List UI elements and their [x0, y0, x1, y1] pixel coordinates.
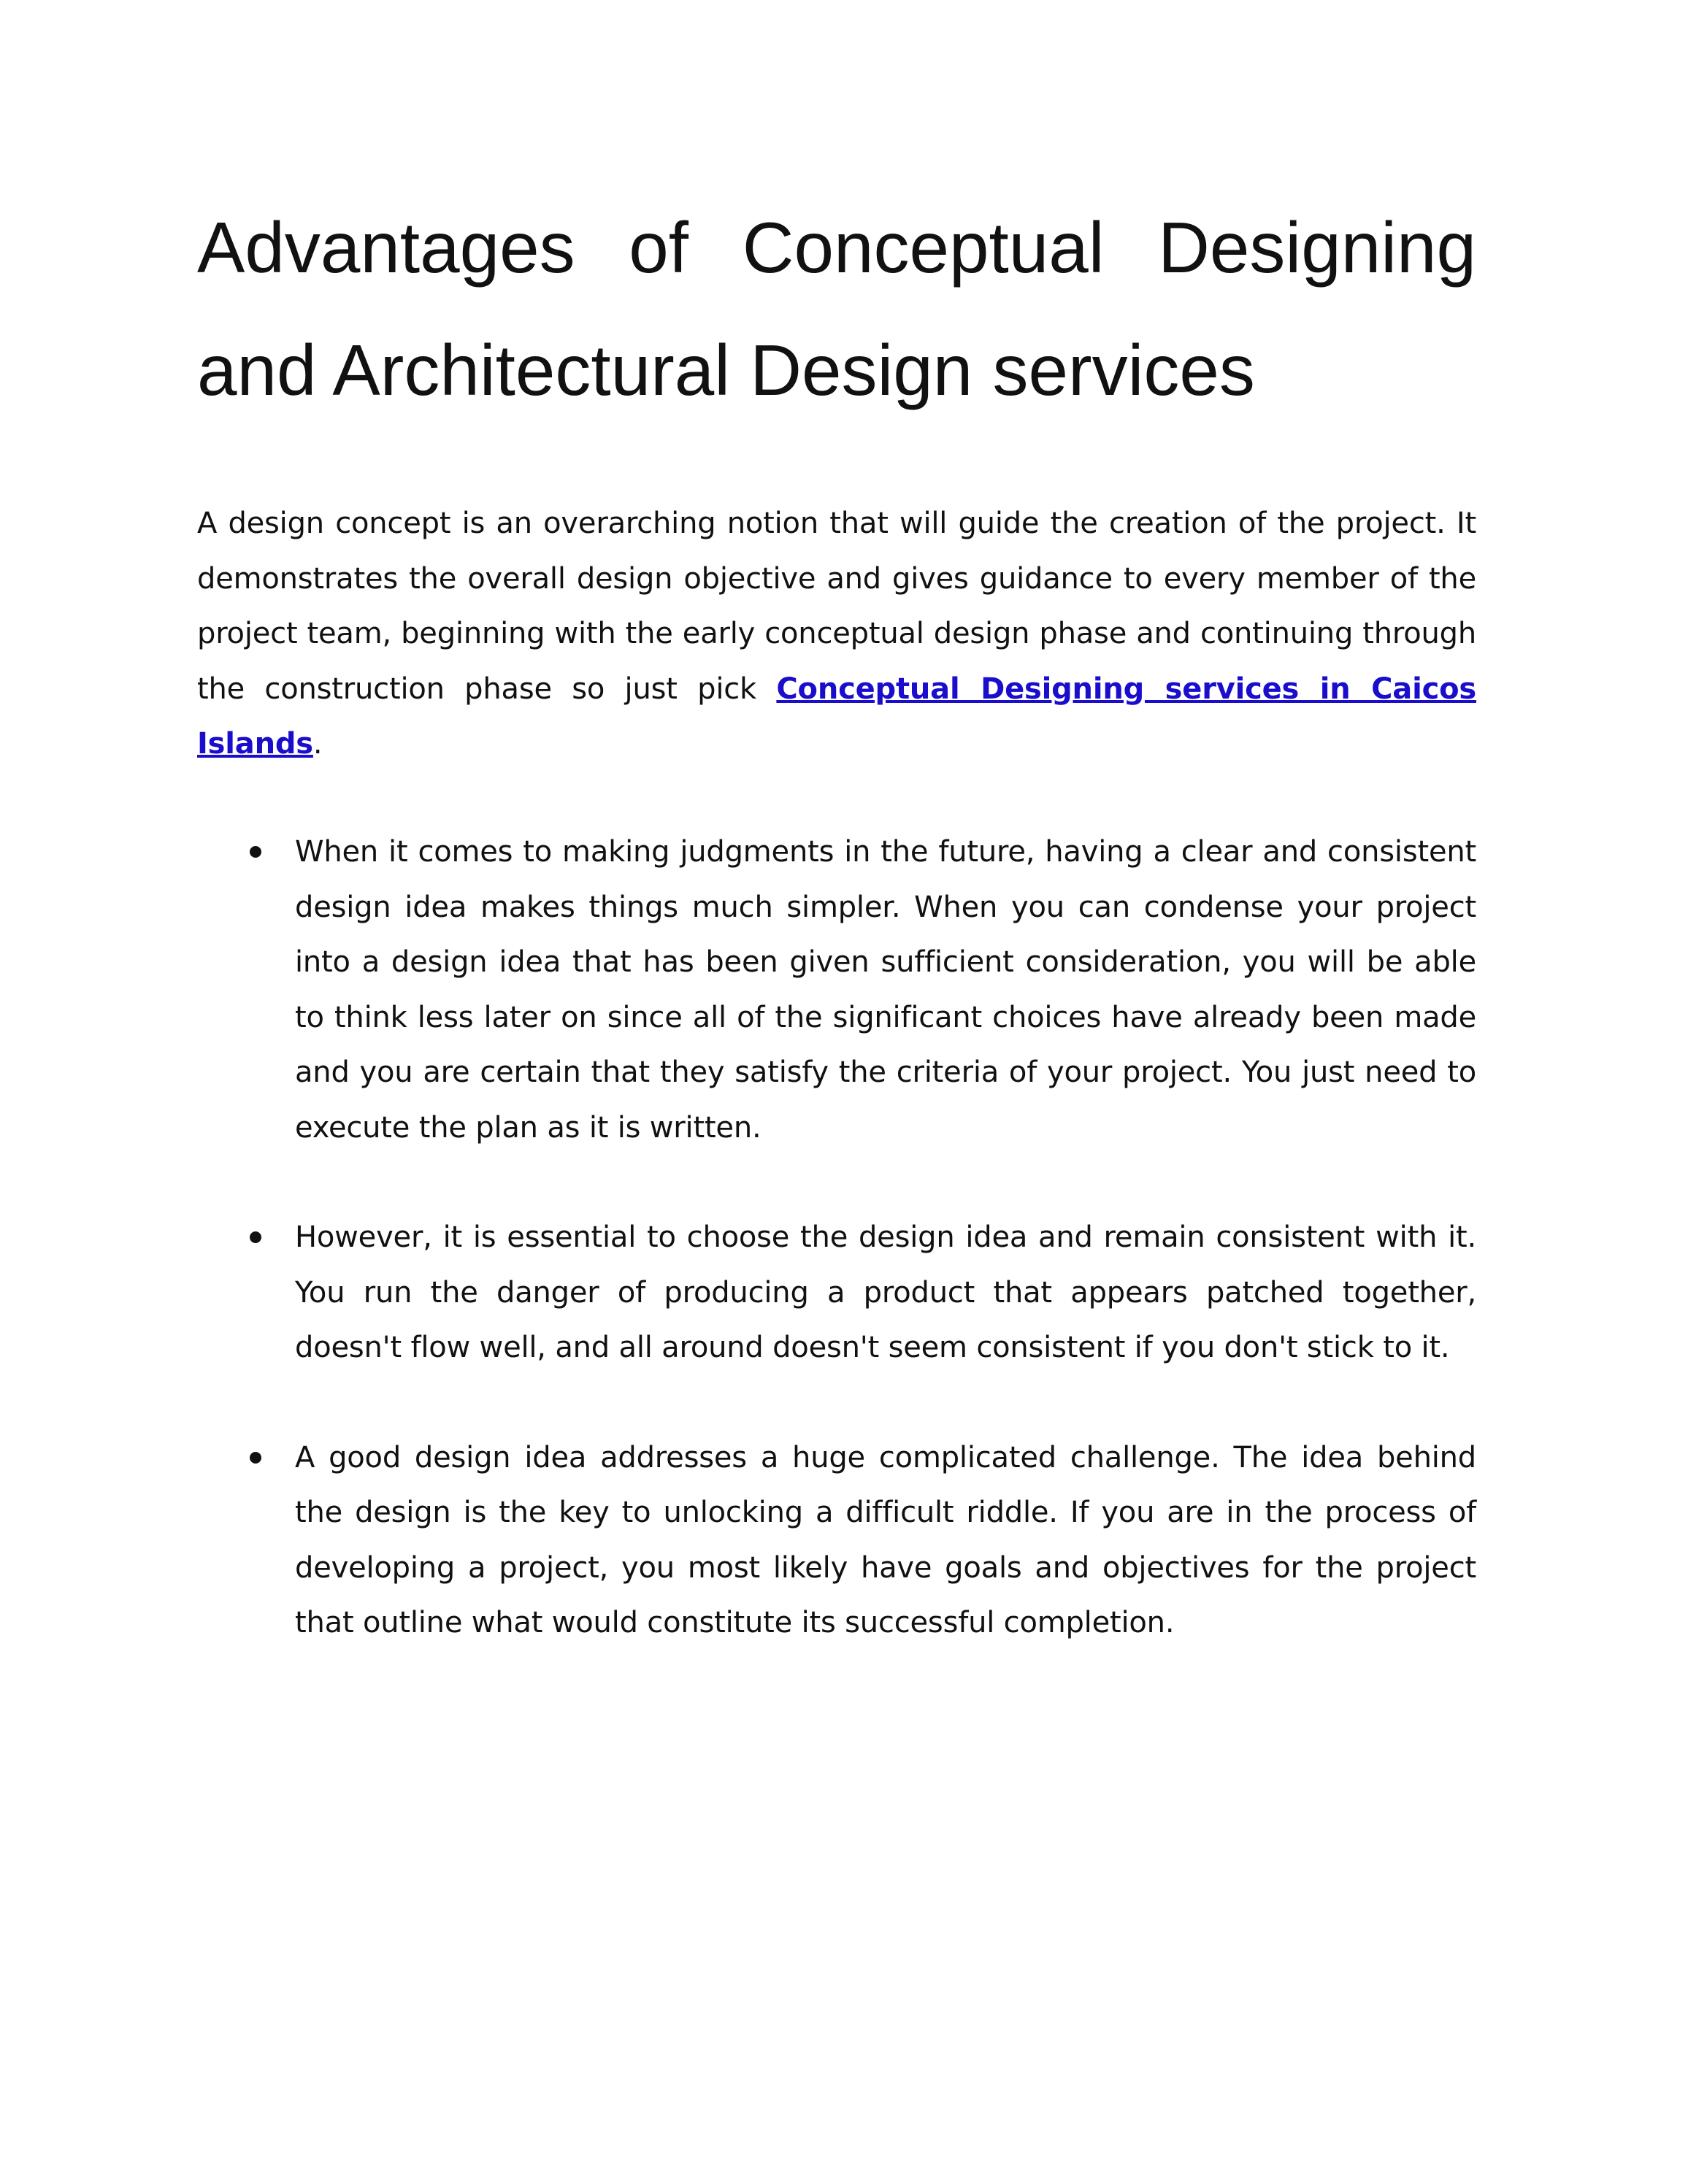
bullet-icon — [250, 1452, 261, 1464]
title-line-1: Advantages of Conceptual Designing — [197, 207, 1476, 288]
list-item — [197, 825, 1476, 1156]
title-line-2: and Architectural Design services — [197, 330, 1255, 410]
list-item-text: When it comes to making judgments in the future, having a clear and consistent design idea makes things much simpler. When you can condense your project into a design idea that has been given sufficient consideration, you will be able to think less later on since all of the significant choices have already been made and you are certain that they satisfy the criteria of your project. You just need to execute the plan as it is written. — [295, 835, 1476, 1145]
intro-text: A design concept is an overarching notion that will guide the creation of the project. It demonstrates the overall design objective and gives guidance to every member of the project team, beginning with the early conceptual design phase and continuing through the construction phase so just pick — [197, 507, 1476, 706]
page-title — [197, 186, 1476, 431]
bullet-list — [197, 825, 1476, 1706]
intro-text-end: . — [312, 727, 323, 761]
conceptual-designing-link[interactable]: Conceptual Designing services in Caicos Islands — [197, 672, 1476, 761]
bullet-icon — [250, 846, 261, 858]
list-item — [197, 1431, 1476, 1651]
list-item-text: A good design idea addresses a huge complicated challenge. The idea behind the design is the key to unlocking a difficult riddle. If you are in the process of developing a project, you most likely have goals and objectives for the project that outline what would constitute its successful completion. — [295, 1440, 1476, 1639]
bullet-icon — [250, 1231, 261, 1243]
list-item-text: However, it is essential to choose the design idea and remain consistent with it. You run the danger of producing a product that appears patched together, doesn't flow well, and all around doesn't seem consistent if you don't stick to it. — [295, 1220, 1476, 1364]
intro-paragraph — [197, 496, 1476, 772]
list-item — [197, 1210, 1476, 1376]
